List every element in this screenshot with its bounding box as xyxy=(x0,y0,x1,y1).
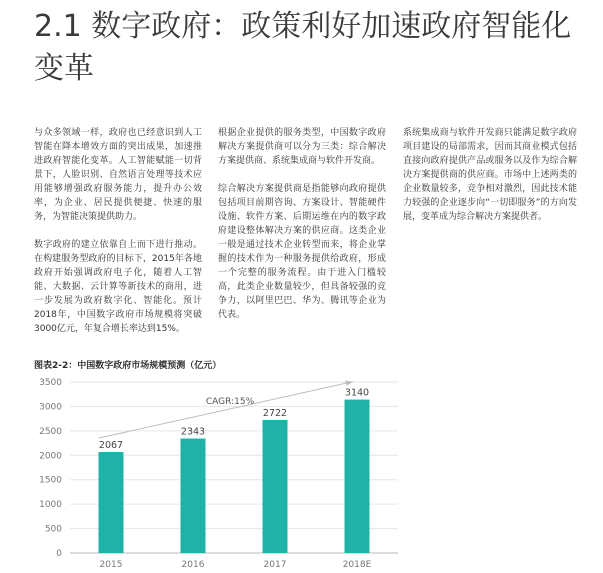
paragraph: 系统集成商与软件开发商只能满足数字政府项目建设的局部需求，因而其商业模式包括直接向政府提供产品或服务以及作为综合解决方案提供商的供应商。市场中上述两类的企业数量较多，竞争相对激烈，因此技术能力较强的企业逐步向“一切即服务”的方向发展，变革成为综合解决方案提供者。 xyxy=(403,128,577,222)
chart-caption: 图表2-2：中国数字政府市场规模预测（亿元） xyxy=(34,361,222,371)
bar xyxy=(263,420,288,553)
y-tick-label: 2500 xyxy=(39,426,62,437)
bar xyxy=(181,439,206,553)
x-tick-label: 2015 xyxy=(99,560,123,570)
paragraph: 根据企业提供的服务类型，中国数字政府解决方案提供商可以分为三类：综合解决方案提供商、系统集成商与软件开发商。 xyxy=(218,128,386,166)
y-tick-label: 1000 xyxy=(39,500,62,511)
data-label: 2722 xyxy=(262,408,288,420)
data-label: 2343 xyxy=(180,426,206,438)
page-heading: 2.1 数字政府：政策利好加速政府智能化变革 xyxy=(34,9,572,86)
y-tick-label: 3500 xyxy=(39,378,62,388)
x-tick-label: 2017 xyxy=(263,560,287,570)
y-tick-label: 2000 xyxy=(39,451,62,462)
y-tick-label: 3000 xyxy=(39,402,62,413)
text-column-1 xyxy=(34,126,202,350)
paragraph: 与众多领域一样，政府也已经意识到人工智能在降本增效方面的突出成果，加速推进政府智能化变革。人工智能赋能一切背景下，人脸识别、自然语言处理等技术应用能够增强政府服务能力，提升办公效率，为企业、居民提供便捷、快速的服务，为智能决策提供助力。 xyxy=(34,128,202,222)
paragraph: 综合解决方案提供商是指能够向政府提供包括项目前期咨询、方案设计、智能硬件设施、软件方案、后期运维在内的数字政府建设整体解决方案的供应商。这类企业一般是通过技术企业转型而来，将企业掌握的技术作为一种服务提供给政府，形成一个完整的服务流程。由于进入门槛较高，此类企业数量较少，但具备较强的竞争力，以阿里巴巴、华为、腾讯等企业为代表。 xyxy=(218,184,386,320)
y-tick-label: 0 xyxy=(56,549,62,559)
bar-chart xyxy=(0,370,603,573)
data-label: 2067 xyxy=(98,440,124,452)
cagr-arrow-line xyxy=(99,382,353,438)
text-column-3 xyxy=(403,126,577,238)
x-tick-label: 2016 xyxy=(181,560,205,570)
bar xyxy=(99,452,124,553)
data-label: 3140 xyxy=(344,387,370,399)
cagr-annotation: CAGR:15% xyxy=(205,396,255,407)
y-tick-label: 1500 xyxy=(39,475,62,486)
cagr-arrow-head xyxy=(345,381,353,386)
y-tick-label: 500 xyxy=(44,524,62,535)
bar xyxy=(345,400,370,553)
paragraph: 数字政府的建立依靠自上而下进行推动。在构建服务型政府的目标下，2015年各地政府开始强调政府电子化，随着人工智能、大数据、云计算等新技术的商用，进一步发展为政府数字化、智能化。预计2018年，中国数字政府市场规模将突破3000亿元，年复合增长率达到15%。 xyxy=(34,240,202,334)
x-tick-label: 2018E xyxy=(342,560,372,570)
text-column-2 xyxy=(218,126,386,336)
